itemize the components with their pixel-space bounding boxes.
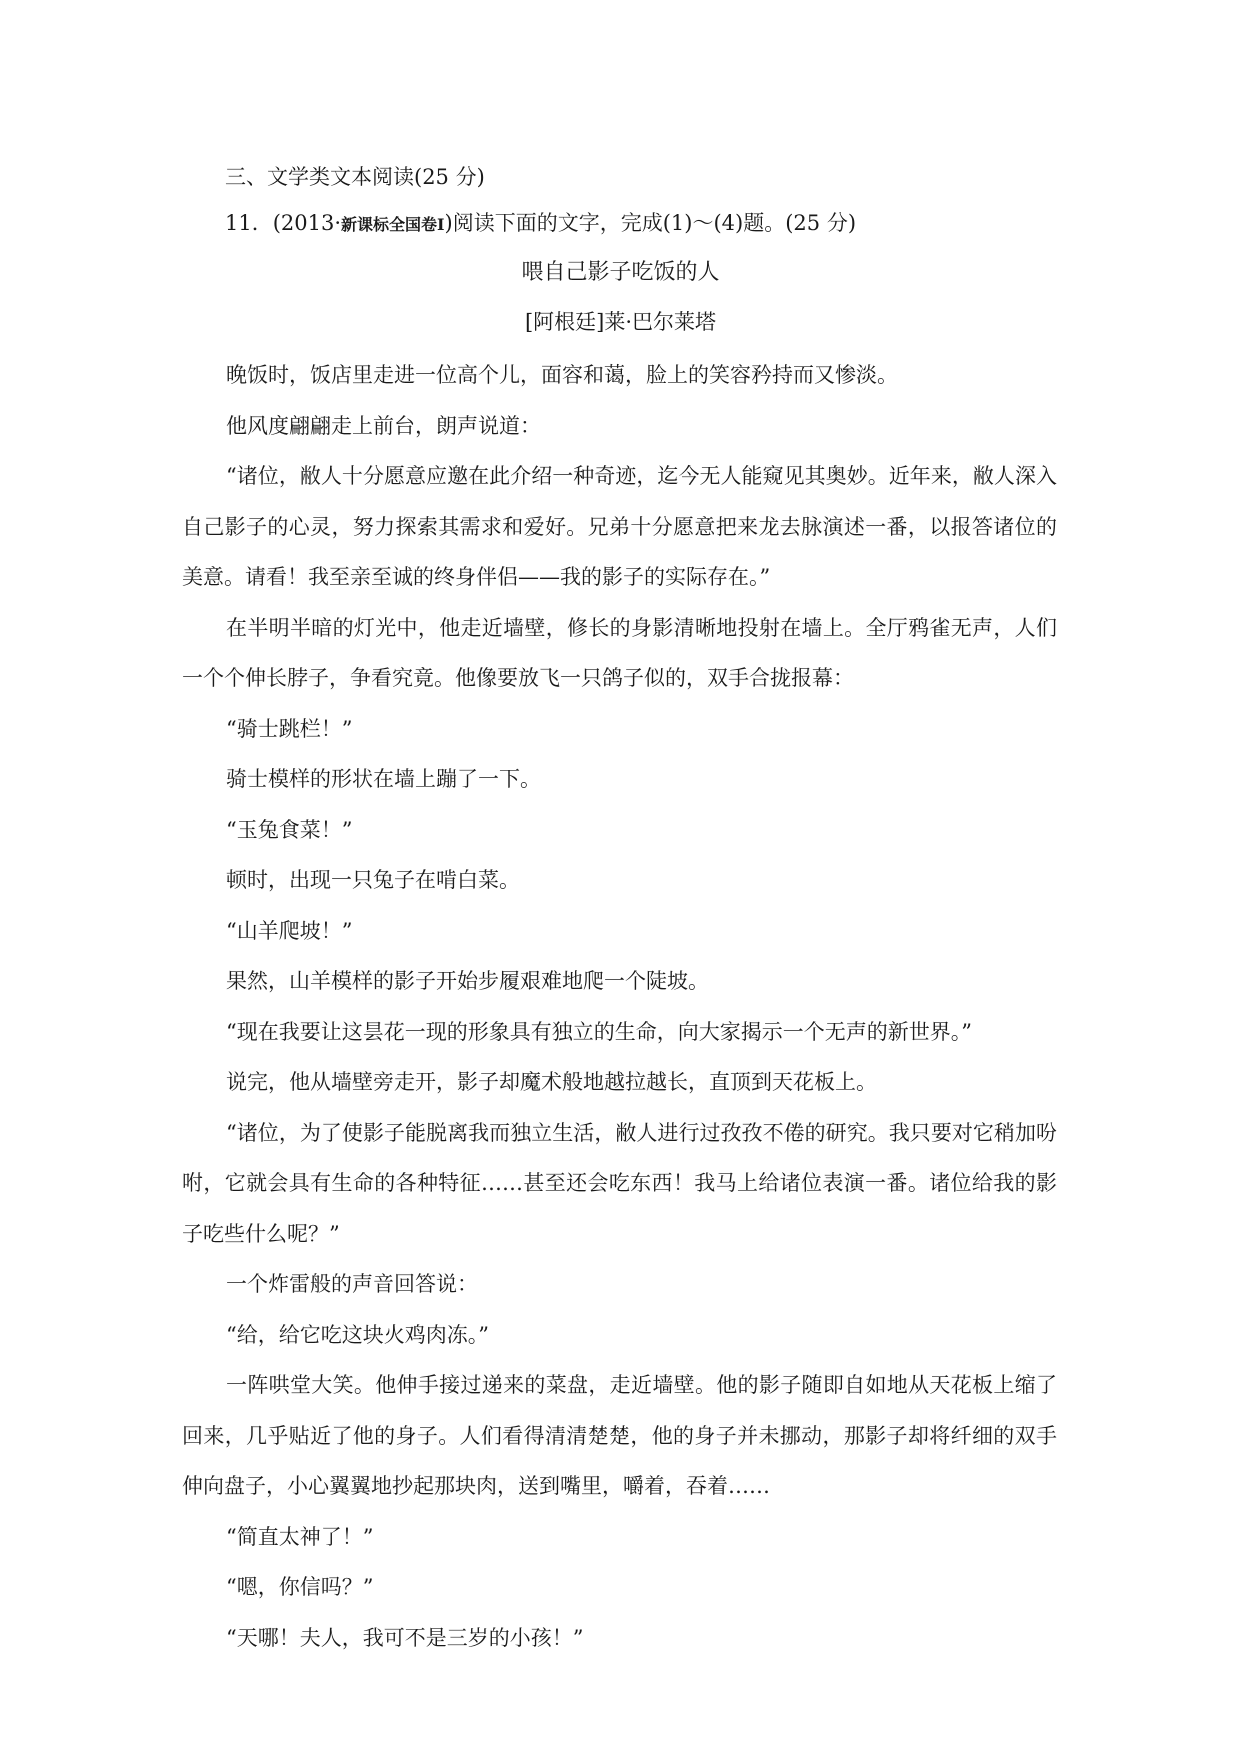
paragraph: “给，给它吃这块火鸡肉冻。” xyxy=(226,1322,489,1347)
paragraph: “诸位，为了使影子能脱离我而独立生活，敝人进行过孜孜不倦的研究。我只要对它稍加吩咐，它就会具有生命的各种特征……甚至还会吃东西！我马上给诸位表演一番。诸位给我的影子吃些什么呢？” xyxy=(182,1120,1057,1246)
paragraph: “嗯，你信吗？” xyxy=(226,1575,374,1599)
paragraph: “现在我要让这昙花一现的形象具有独立的生命，向大家揭示一个无声的新世界。” xyxy=(226,1019,972,1044)
section-heading: 三、文学类文本阅读(25 分) xyxy=(225,165,485,189)
paragraph: “山羊爬坡！” xyxy=(226,918,353,943)
paragraph: “天哪！夫人，我可不是三岁的小孩！” xyxy=(226,1625,584,1650)
paragraph: 在半明半暗的灯光中，他走近墙壁，修长的身影清晰地投射在墙上。全厅鸦雀无声，人们一个个伸长脖子，争看究竟。他像要放飞一只鸽子似的，双手合拢报幕： xyxy=(182,615,1057,690)
paragraph: 一阵哄堂大笑。他伸手接过递来的菜盘，走近墙壁。他的影子随即自如地从天花板上缩了回来，几乎贴近了他的身子。人们看得清清楚楚，他的身子并未挪动，那影子却将纤细的双手伸向盘子，小心翼翼地抄起那块肉，送到嘴里，嚼着，吞着…… xyxy=(182,1373,1057,1498)
paragraph: “骑士跳栏！” xyxy=(226,716,353,741)
question-instruction: )阅读下面的文字，完成(1)～(4)题。(25 分) xyxy=(444,211,857,235)
paragraph: “玉兔食菜！” xyxy=(226,817,353,842)
paragraph: 顿时，出现一只兔子在啃白菜。 xyxy=(226,868,520,892)
article-body xyxy=(182,350,1057,1663)
question-source: 新课标全国卷Ⅰ xyxy=(341,215,445,234)
paragraph: 他风度翩翩走上前台，朗声说道： xyxy=(226,413,541,438)
article-author: [阿根廷]莱·巴尔莱塔 xyxy=(524,310,717,334)
question-number: 11．(2013· xyxy=(225,211,342,235)
article-title: 喂自己影子吃饭的人 xyxy=(521,260,720,285)
paragraph: 骑士模样的形状在墙上蹦了一下。 xyxy=(226,767,541,791)
paragraph: “诸位，敝人十分愿意应邀在此介绍一种奇迹，迄今无人能窥见其奥妙。近年来，敝人深入自己影子的心灵，努力探索其需求和爱好。兄弟十分愿意把来龙去脉演述一番，以报答诸位的美意。请看！我至亲至诚的终身伴侣——我的影子的实际存在。” xyxy=(182,464,1057,589)
paragraph: 一个炸雷般的声音回答说： xyxy=(226,1272,478,1296)
paragraph: 晚饭时，饭店里走进一位高个儿，面容和蔼，脸上的笑容矜持而又惨淡。 xyxy=(226,363,898,387)
paragraph: 说完，他从墙壁旁走开，影子却魔术般地越拉越长，直顶到天花板上。 xyxy=(226,1070,877,1094)
paragraph: 果然，山羊模样的影子开始步履艰难地爬一个陡坡。 xyxy=(226,969,709,993)
paragraph: “简直太神了！” xyxy=(226,1524,374,1549)
question-line xyxy=(225,206,856,242)
